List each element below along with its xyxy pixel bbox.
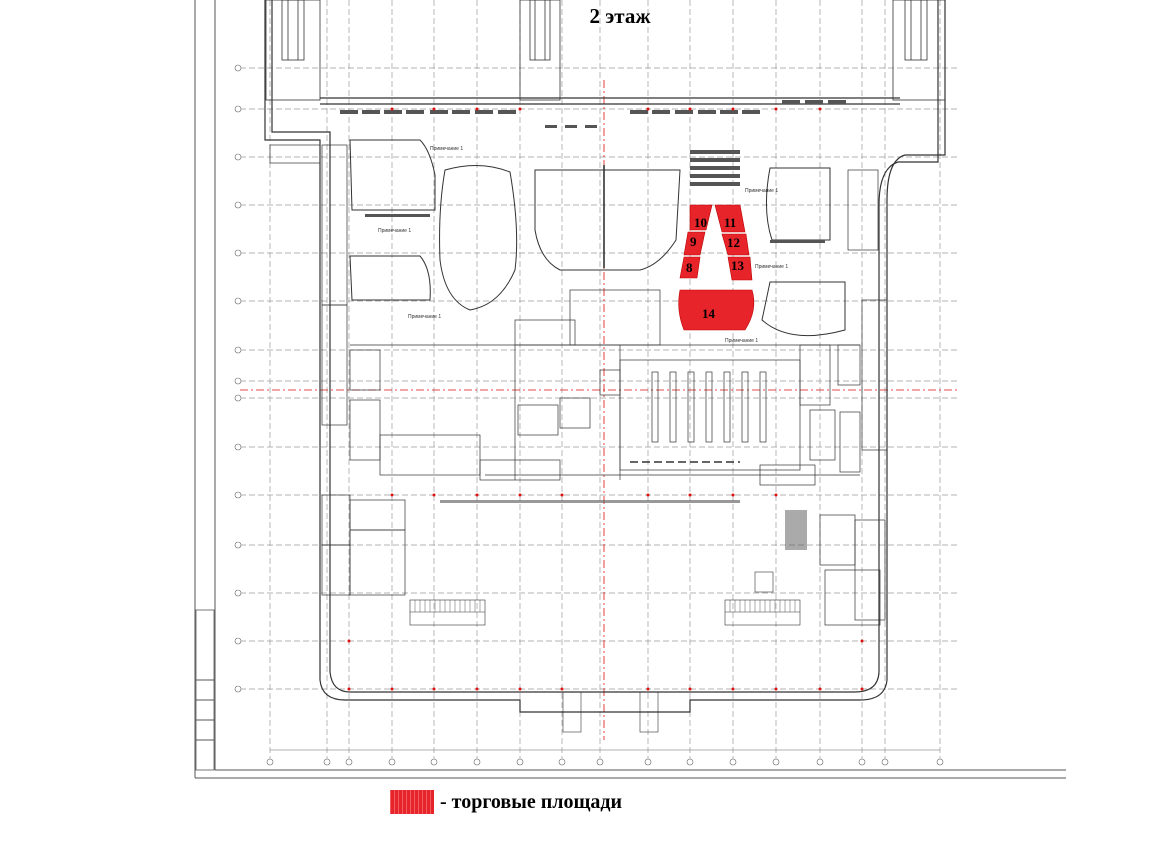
note-label: Примечание 1 — [408, 314, 442, 320]
retail-zone-label-12: 12 — [727, 235, 740, 250]
retail-zone-label-14: 14 — [702, 306, 715, 321]
note-label: Примечание 1 — [755, 264, 789, 270]
note-label: Примечание 1 — [430, 146, 464, 152]
retail-zone-label-13: 13 — [731, 258, 744, 273]
retail-zone-label-8: 8 — [686, 260, 693, 275]
note-label: Примечание 1 — [745, 188, 779, 194]
legend — [390, 788, 622, 816]
retail-zone-label-10: 10 — [694, 215, 707, 230]
floor-title: 2 этаж — [589, 4, 651, 28]
axis-markers-bottom — [267, 759, 943, 765]
retail-zone-label-9: 9 — [690, 234, 697, 249]
building-outline — [265, 0, 945, 712]
atrium-voids — [350, 140, 845, 336]
legend-swatch — [390, 790, 434, 814]
note-label: Примечание 1 — [725, 338, 759, 344]
rooms — [270, 145, 887, 625]
legend-label: - торговые площади — [440, 790, 622, 813]
axis-markers-left — [235, 65, 241, 692]
store-shelving — [630, 372, 766, 462]
retail-zone-14 — [679, 290, 754, 330]
escalators-bottom — [410, 572, 800, 732]
retail-zone-label-11: 11 — [724, 215, 737, 230]
escalator-hatch — [415, 600, 795, 612]
note-label: Примечание 1 — [378, 228, 412, 234]
sheet-frame — [195, 0, 1066, 778]
